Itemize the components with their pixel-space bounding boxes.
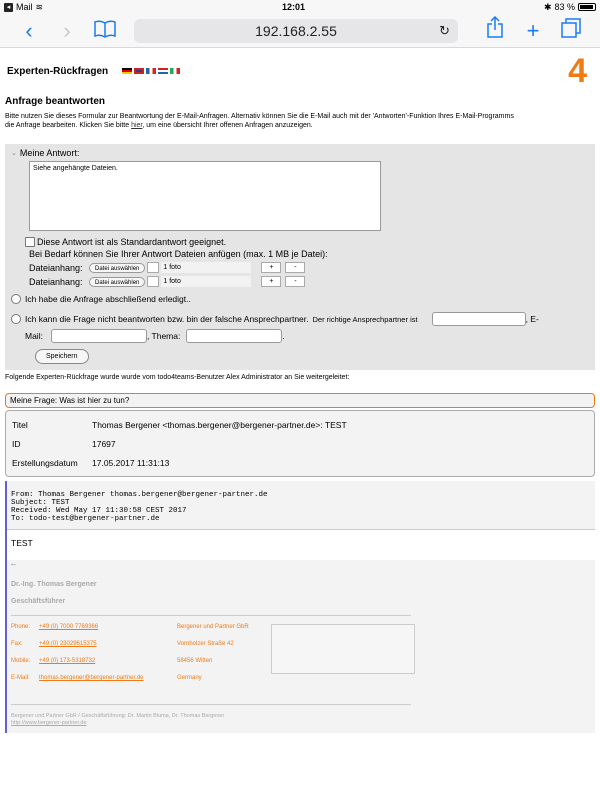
question-box: Meine Frage: Was ist hier zu tun? — [5, 393, 595, 408]
mail-content — [5, 481, 595, 733]
file-name: 1 foto — [161, 262, 251, 273]
chevron-down-icon[interactable]: ⌄ — [11, 150, 17, 157]
back-app-label[interactable]: Mail — [16, 2, 33, 12]
attachment-row — [29, 262, 589, 273]
wrong-contact-row — [11, 312, 589, 326]
file-name: 1 foto — [161, 276, 251, 287]
page-brand-title: Experten-Rückfragen — [7, 65, 109, 77]
remove-attachment-button[interactable]: - — [285, 276, 305, 287]
answer-form — [5, 144, 595, 370]
request-meta — [5, 410, 595, 477]
page-header — [5, 48, 595, 94]
meta-value: 17697 — [92, 438, 116, 449]
flag-nl-icon[interactable] — [158, 68, 168, 74]
address-bar[interactable] — [134, 19, 458, 43]
footer-website-link[interactable]: http://www.bergener-partner.de — [11, 720, 87, 726]
mail-headers — [7, 481, 595, 530]
standard-answer-checkbox[interactable] — [25, 237, 35, 247]
email-input[interactable] — [51, 329, 147, 343]
answer-label-row — [11, 148, 589, 158]
contact-key: Fax: — [11, 641, 23, 647]
attachment-label: Dateianhang: — [29, 262, 83, 273]
wrong-contact-label: Ich kann die Frage nicht beantworten bzw. bin der falsche Ansprechpartner. — [25, 314, 309, 324]
url-text: 192.168.2.55 — [255, 22, 337, 39]
share-icon[interactable] — [476, 16, 514, 46]
add-attachment-button[interactable]: + — [261, 276, 281, 287]
page-title: Anfrage beantworten — [5, 96, 106, 107]
email-label-a: , E- — [525, 314, 539, 324]
signature-contacts — [11, 624, 591, 692]
meta-value: Thomas Bergener <thomas.bergener@bergener-partner.de>: TEST — [92, 419, 347, 430]
meta-value: 17.05.2017 11:31:13 — [92, 457, 170, 468]
end-dot: . — [282, 331, 285, 341]
address-column — [177, 624, 249, 692]
signature-divider — [11, 615, 411, 616]
bookmarks-icon[interactable] — [86, 16, 124, 46]
flag-de-icon[interactable] — [122, 68, 132, 74]
contact-row — [11, 658, 177, 675]
intro-text — [5, 113, 595, 130]
standard-answer-row — [25, 237, 589, 247]
signature-role: Geschäftsführer — [11, 598, 66, 605]
address-line: 58456 Witten — [177, 658, 213, 664]
status-time: 12:01 — [281, 2, 306, 12]
wrong-contact-radio[interactable] — [11, 314, 21, 324]
done-option-row — [11, 294, 589, 304]
tabs-icon[interactable] — [552, 16, 590, 46]
address-line: Vornholzer Straße 42 — [177, 641, 234, 647]
file-thumbnail-icon — [147, 276, 159, 287]
attachment-row — [29, 276, 589, 287]
forwarded-note: Folgende Experten-Rückfrage wurde wurde vom todo4teams-Benutzer Alex Administrator an Sie weitergeleitet: — [5, 374, 350, 381]
intro-line-1: Bitte nutzen Sie dieses Formular zur Beantwortung der E-Mail-Anfragen. Alternativ können Sie die E-Mail auch mit der 'Antworten'-Funktion Ihres E-Mail-Programms — [5, 113, 514, 120]
add-attachment-button[interactable]: + — [261, 262, 281, 273]
signature-logo-placeholder — [271, 624, 415, 674]
contact-phone-link[interactable]: +49 (0) 7000 7769366 — [39, 624, 99, 630]
save-button[interactable]: Speichern — [35, 349, 89, 364]
language-flags — [122, 68, 180, 74]
battery-icon — [578, 3, 596, 11]
topic-input[interactable] — [186, 329, 285, 343]
battery-percent: 83 % — [554, 2, 575, 12]
remove-attachment-button[interactable]: - — [285, 262, 305, 273]
new-tab-icon[interactable]: + — [526, 17, 540, 43]
page-content — [0, 48, 600, 733]
flag-fr-icon[interactable] — [146, 68, 156, 74]
meta-row — [12, 434, 588, 453]
back-to-app-icon[interactable]: ◂ — [4, 3, 13, 12]
file-thumbnail-icon — [147, 262, 159, 273]
mail-to: To: todo-test@bergener-partner.de — [11, 515, 160, 523]
signature-divider — [11, 704, 411, 705]
answer-label: Meine Antwort: — [19, 148, 80, 158]
contact-mobile-link[interactable]: +49 (0) 173-5318732 — [39, 658, 96, 664]
meta-key: ID — [12, 438, 21, 449]
contact-input[interactable] — [432, 312, 526, 326]
meta-row — [12, 453, 588, 472]
answer-textarea[interactable] — [29, 161, 381, 231]
mail-body: TEST — [7, 530, 595, 560]
attachment-label: Dateianhang: — [29, 276, 83, 287]
contact-row — [11, 641, 177, 658]
bluetooth-icon: ✱ — [543, 1, 552, 12]
status-bar — [0, 0, 600, 14]
topic-label: , Thema: — [146, 331, 181, 341]
status-left — [4, 2, 43, 13]
attach-hint: Bei Bedarf können Sie Ihrer Antwort Dateien anfügen (max. 1 MB je Datei): — [29, 249, 328, 259]
signature-name: Dr.-Ing. Thomas Bergener — [11, 581, 97, 588]
meta-key: Erstellungsdatum — [12, 457, 78, 468]
contact-fax-link[interactable]: +49 (0) 23029615375 — [39, 641, 97, 647]
contact-column — [11, 624, 177, 692]
mail-received: Received: Wed May 17 11:30:58 CEST 2017 — [11, 507, 187, 515]
forward-arrow-icon[interactable]: › — [63, 17, 71, 43]
contact-row — [11, 675, 177, 692]
wifi-icon: ≋ — [35, 1, 44, 12]
mail-subject: Subject: TEST — [11, 499, 70, 507]
contact-key: Phone: — [11, 624, 31, 630]
meta-key: Titel — [12, 419, 28, 430]
signature-separator: -- — [11, 562, 16, 569]
contact-details-row — [25, 329, 589, 343]
reload-icon[interactable]: ↻ — [439, 22, 450, 38]
flag-gb-icon[interactable] — [134, 68, 144, 74]
footer-text: Bergener und Partner GbR / Geschäftsführung: Dr. Martin Bluma, Dr. Thomas Bergener — [11, 713, 225, 719]
meta-row — [12, 415, 588, 434]
intro-line-2b: , um eine übersicht Ihrer offenen Anfragen anzuzeigen. — [142, 121, 313, 129]
browser-toolbar — [0, 14, 600, 48]
flag-it-icon[interactable] — [170, 68, 180, 74]
choose-file-button[interactable]: Datei auswählen — [89, 263, 145, 273]
choose-file-button[interactable]: Datei auswählen — [89, 277, 145, 287]
status-right — [544, 2, 596, 13]
contact-label: Der richtige Ansprechpartner ist — [312, 314, 418, 324]
done-option-label: Ich habe die Anfrage abschließend erledigt.. — [25, 294, 191, 304]
standard-answer-label: Diese Antwort ist als Standardantwort geeignet. — [37, 237, 227, 247]
intro-line-2a: die Anfrage bearbeiten. Klicken Sie bitte — [5, 121, 132, 129]
done-radio[interactable] — [11, 294, 21, 304]
mail-signature — [7, 560, 595, 733]
address-line: Germany — [177, 675, 202, 681]
signature-footer — [11, 713, 591, 727]
email-label-b: Mail: — [25, 331, 43, 341]
brand-logo: 4 — [568, 52, 587, 90]
contact-email-link[interactable]: thomas.bergener@bergener-partner.de — [39, 675, 144, 681]
contact-key: Mobile: — [11, 658, 31, 664]
back-arrow-icon[interactable]: ‹ — [25, 17, 33, 43]
address-line: Bergener und Partner GbR — [177, 624, 249, 630]
overview-link[interactable]: hier — [131, 121, 143, 129]
contact-key: E-Mail: — [11, 675, 30, 681]
contact-row — [11, 624, 177, 641]
mail-from: From: Thomas Bergener thomas.bergener@bergener-partner.de — [11, 491, 268, 499]
